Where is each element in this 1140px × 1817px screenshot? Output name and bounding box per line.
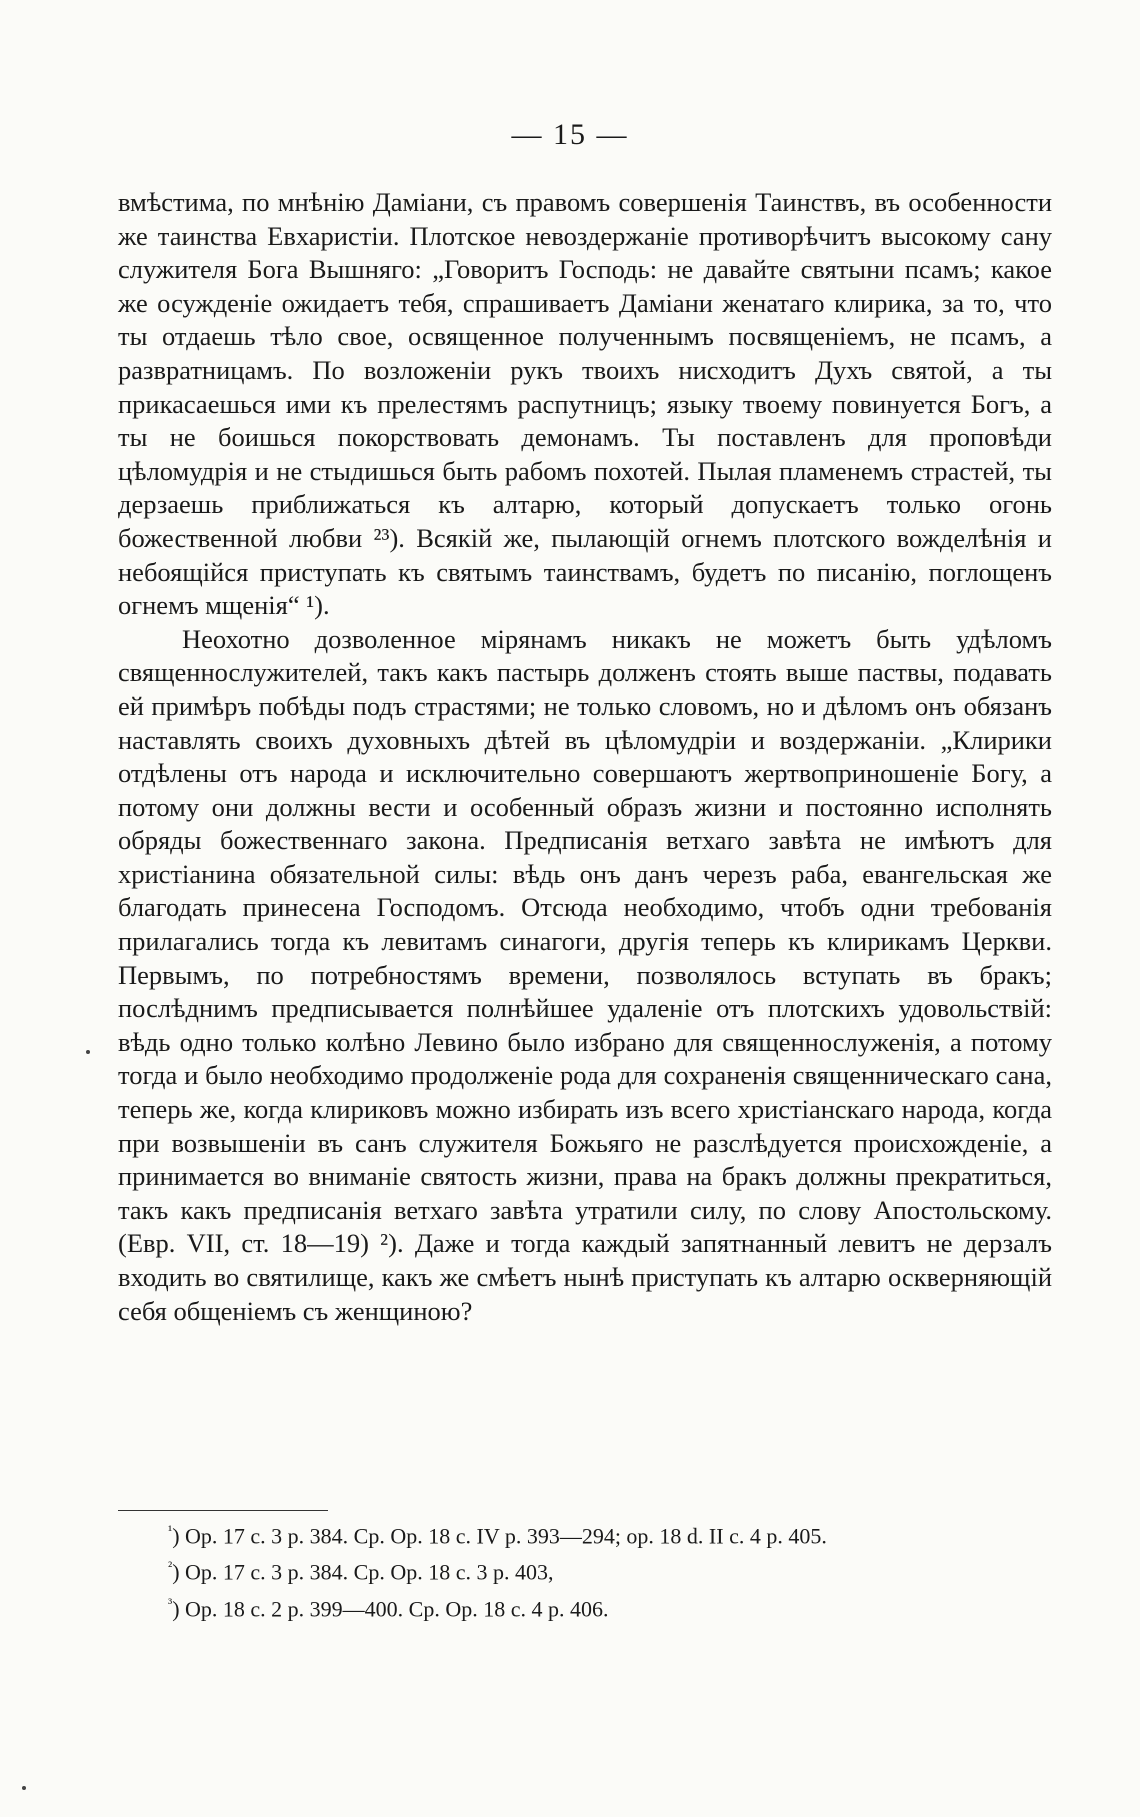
paragraph-1: вмѣстима, по мнѣнію Даміани, съ правомъ совершенія Таинствъ, въ особенности же таинства Евхаристіи. Плотское невоздержаніе противорѣчитъ высокому сану служителя Бога Вышняго: „Говоритъ Господь: не давайте святыни псамъ; какое же осужденіе ожидаетъ тебя, спрашиваетъ Даміани женатаго клирика, за то, что ты отдаешь тѣло свое, освященное полученнымъ посвященіемъ, не псамъ, а развратницамъ. По возложеніи рукъ твоихъ нисходитъ Духъ святой, а ты прикасаешься ими къ прелестямъ распутницъ; языку твоему повинуется Богъ, а ты не боишься покорствовать демонамъ. Ты поставленъ для проповѣди цѣломудрія и не стыдишься быть рабомъ похотей. Пылая пламенемъ страстей, ты дерзаешь приближаться къ алтарю, который допускаетъ только огонь божественной любви ²³). Всякій же, пылающій огнемъ плотского вожделѣнія и небоящійся приступать къ святымъ таинствамъ, будетъ по писанію, поглощенъ огнемъ мщенія“ ¹). [118, 187, 1052, 621]
footnote-text: ) Op. 18 c. 2 p. 399—400. Cp. Op. 18 c. 4 p. 406. [172, 1595, 609, 1621]
paragraph-2: Неохотно дозволенное мірянамъ никакъ не можетъ быть удѣломъ священнослужителей, такъ какъ пастырь долженъ стоять выше паствы, подавать ей примѣръ побѣды подъ страстями; не только словомъ, но и дѣломъ онъ обязанъ наставлять своихъ духовныхъ дѣтей въ цѣломудріи и воздержаніи. „Клирики отдѣлены отъ народа и исключительно совершаютъ жертвоприношеніе Богу, а потому они должны вести и особенный образъ жизни и постоянно исполнять обряды божественнаго закона. Предписанія ветхаго завѣта не имѣютъ для христіанина обязательной силы: вѣдь онъ данъ черезъ раба, евангельская же благодать принесена Господомъ. Отсюда необходимо, чтобъ одни требованія прилагались тогда къ левитамъ синагоги, другія теперь къ клирикамъ Церкви. Первымъ, по потребностямъ времени, позволялось вступать въ бракъ; послѣднимъ предписывается полнѣйшее удаленіе отъ плотскихъ удовольствій: вѣдь одно только колѣно Левино было избрано для священнослуженія, а потому тогда и было необходимо продолженіе рода для сохраненія священническаго сана, теперь же, когда клириковъ можно избирать изъ всего христіанскаго народа, когда при возвышеніи въ санъ служителя Божьяго не разслѣдуется происхожденіе, а принимается во вниманіе святость жизни, права на бракъ должны прекратиться, такъ какъ предписанія ветхаго завѣта утратили силу, по слову Апостольскому. (Евр. VII, ст. 18—19) ²). Даже и тогда каждый запятнанный левитъ не дерзалъ входить во святилище, какъ же смѣетъ нынѣ приступать къ алтарю оскверняющій себя общеніемъ съ женщиною? [118, 623, 1052, 1326]
scan-speck [22, 1786, 26, 1790]
page-number: — 15 — [511, 118, 629, 151]
footnote-2 [168, 1552, 1048, 1588]
footnote-divider [118, 1510, 328, 1511]
footnote-text: ) Op. 17 c. 3 p. 384. Cp. Op. 18 c. IV p. 393—294; op. 18 d. II c. 4 p. 405. [172, 1523, 827, 1549]
footnote-mark: ³ [168, 1596, 173, 1612]
scan-speck [86, 1050, 90, 1054]
footnotes [168, 1516, 1048, 1625]
footnote-3 [168, 1589, 1048, 1625]
footnote-mark: ² [168, 1560, 173, 1576]
footnote-1 [168, 1516, 1048, 1552]
footnote-mark: ¹ [168, 1524, 173, 1539]
body-text [118, 186, 1052, 1328]
footnote-text: ) Op. 17 c. 3 p. 384. Cp. Op. 18 c. 3 p. 403, [172, 1559, 554, 1585]
